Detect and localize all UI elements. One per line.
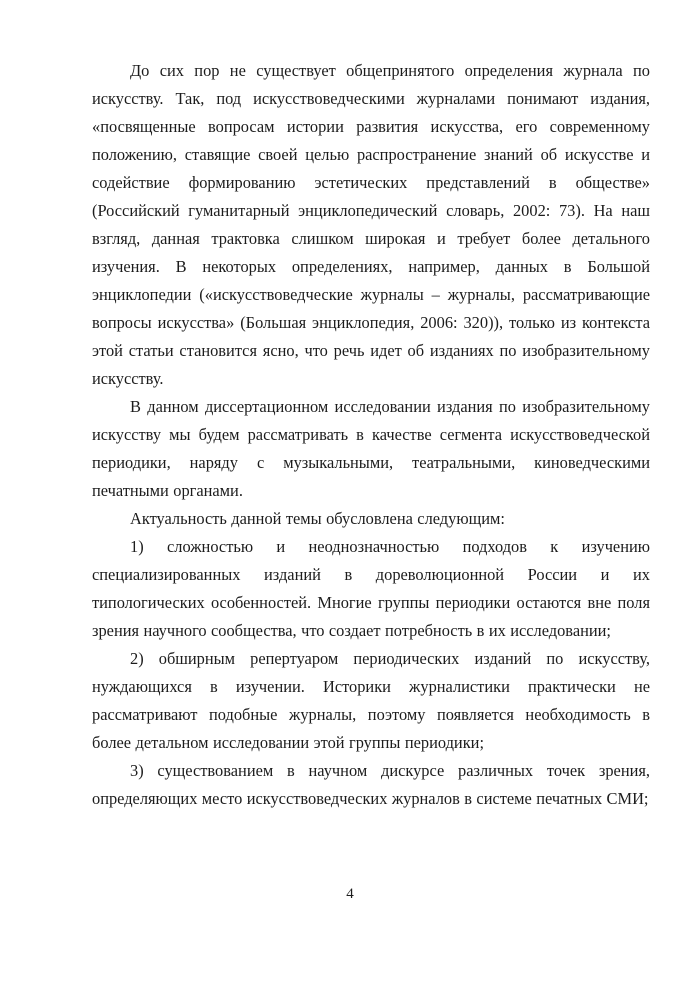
paragraph: 2) обширным репертуаром периодических изданий по искусству, нуждающихся в изучении. Историки журналистики практически не рассматривают подобные журналы, поэтому появляется необходимость в более детальном исследовании этой группы периодики; — [92, 649, 650, 752]
paragraph: 1) сложностью и неоднозначностью подходов к изучению специализированных изданий в дореволюционной России и их типологических особенностей. Многие группы периодики остаются вне поля зрения научного сообщества, что создает потребность в их исследовании; — [92, 537, 650, 640]
paragraph: 3) существованием в научном дискурсе различных точек зрения, определяющих место искусствоведческих журналов в системе печатных СМИ; — [92, 761, 650, 808]
document-body — [92, 57, 650, 813]
page-number: 4 — [346, 886, 354, 902]
paragraph: В данном диссертационном исследовании издания по изобразительному искусству мы будем рассматривать в качестве сегмента искусствоведческой периодики, наряду с музыкальными, театральными, киноведческими печатными органами. — [92, 397, 650, 500]
paragraph: До сих пор не существует общепринятого определения журнала по искусству. Так, под искусствоведческими журналами понимают издания, «посвященные вопросам истории развития искусства, его современному положению, ставящие своей целью распространение знаний об искусстве и содействие формированию эстетических представлений в обществе» (Российский гуманитарный энциклопедический словарь, 2002: 73). На наш взгляд, данная трактовка слишком широкая и требует более детального изучения. В некоторых определениях, например, данных в Большой энциклопедии («искусствоведческие журналы – журналы, рассматривающие вопросы искусства» (Большая энциклопедия, 2006: 320)), только из контекста этой статьи становится ясно, что речь идет об изданиях по изобразительному искусству. — [92, 61, 650, 388]
paragraph: Актуальность данной темы обусловлена следующим: — [130, 509, 505, 528]
